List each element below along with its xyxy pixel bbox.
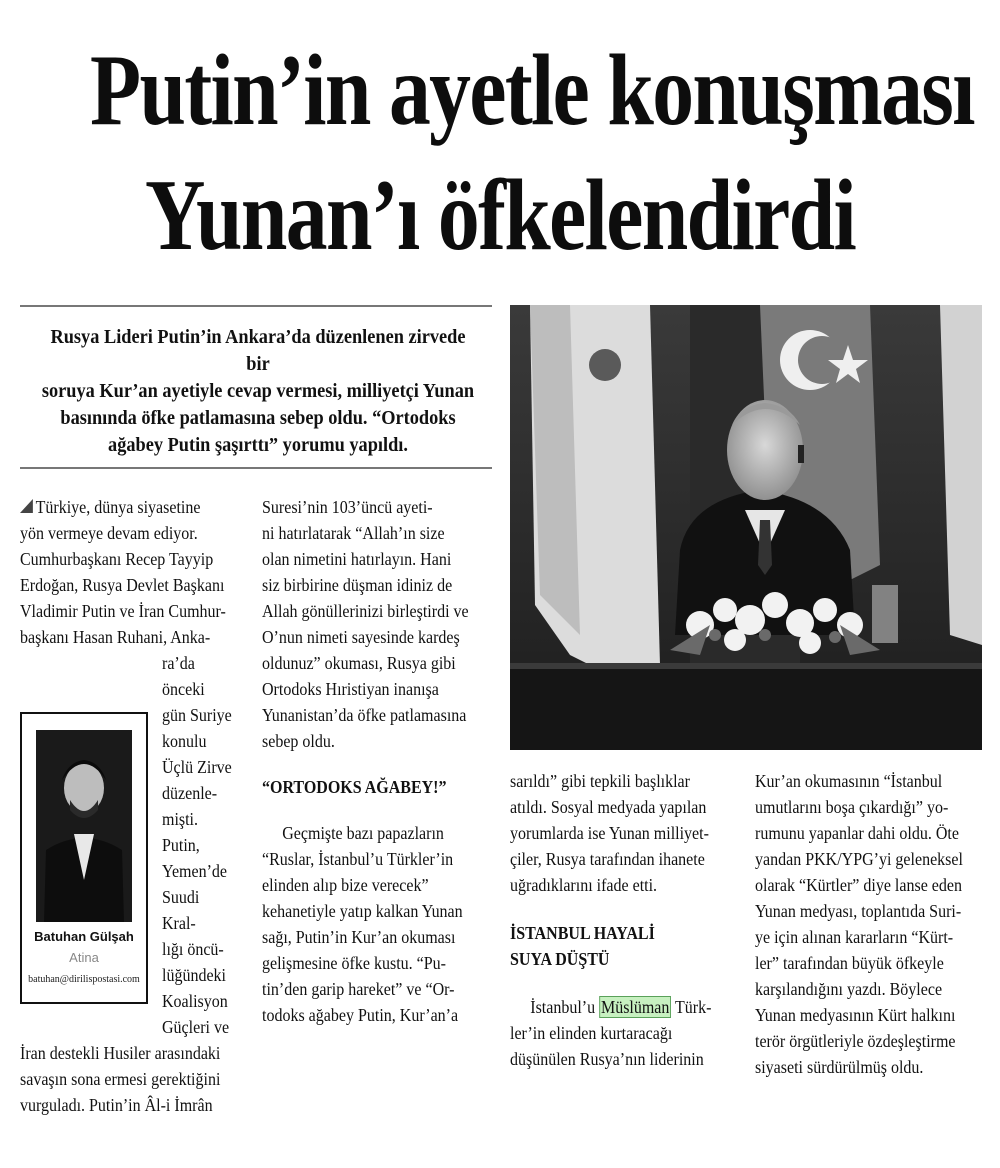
body-line: düzenle- — [162, 783, 218, 803]
body-line: sarıldı” gibi tepkili başlıklar — [510, 771, 690, 791]
body-line: todoks ağabey Putin, Kur’an’a — [262, 1005, 459, 1025]
body-line: Geçmişte bazı papazların — [282, 823, 444, 843]
body-line: O’nun nimeti sayesinde kardeş — [262, 627, 460, 647]
body-line: Allah gönüllerinizi birleştirdi ve — [262, 601, 469, 621]
body-line: yorumlarda ise Yunan milliyet- — [510, 823, 709, 843]
body-line: uğradıklarını ifade etti. — [510, 875, 658, 895]
author-box — [20, 712, 148, 1004]
body-text: Türk- — [671, 997, 712, 1017]
body-line: rumunu yapanlar dahi oldu. Öte — [755, 823, 959, 843]
body-line: Güçleri ve — [162, 1017, 230, 1037]
column-1-bottom — [20, 1040, 250, 1118]
body-line: tin’den garip hareket” ve “Or- — [262, 979, 455, 999]
body-line: ler’in elinden kurtaracağı — [510, 1023, 673, 1043]
body-line: yön vermeye devam ediyor. — [20, 523, 198, 543]
body-line: konulu — [162, 731, 207, 751]
headline-line-2: Yunan’ı öfkelendirdi — [144, 159, 856, 272]
body-line: Suudi Kral- — [162, 887, 200, 933]
column-1-top — [20, 494, 250, 650]
body-line: çiler, Rusya tarafından ihanete — [510, 849, 705, 869]
body-line: ni hatırlatarak “Allah’ın size — [262, 523, 445, 543]
body-line: Ortodoks Hıristiyan inanışa — [262, 679, 439, 699]
spacer — [510, 898, 731, 920]
body-line: “Ruslar, İstanbul’u Türkler’in — [262, 849, 454, 869]
body-line: savaşın sona ermesi gerektiğini — [20, 1069, 221, 1089]
spot-bottom-rule — [20, 467, 492, 469]
subhead-istanbul: SUYA DÜŞTÜ — [510, 949, 610, 969]
column-4 — [755, 768, 976, 1080]
body-line: olarak “Kürtler” diye lanse eden — [755, 875, 962, 895]
headline-line-1: Putin’in ayetle konuşması — [90, 34, 974, 147]
body-line: sağı, Putin’in Kur’an okuması — [262, 927, 456, 947]
body-line: yandan PKK/YPG’yi geleneksel — [755, 849, 963, 869]
body-line: mişti. Putin, — [162, 809, 200, 855]
body-line: Kur’an okumasının “İstanbul — [755, 771, 943, 791]
author-city: Atina — [69, 950, 99, 965]
author-avatar — [36, 730, 132, 922]
body-line: atıldı. Sosyal medyada yapılan — [510, 797, 707, 817]
body-line: Suresi’nin 103’üncü ayeti- — [262, 497, 433, 517]
body-line: ler” tarafından büyük öfkeyle — [755, 953, 944, 973]
body-line: Cumhurbaşkanı Recep Tayyip — [20, 549, 214, 569]
body-line: siyaseti sürdürülmüş oldu. — [755, 1057, 924, 1077]
body-line: Yemen’de — [162, 861, 228, 881]
body-line: düşünülen Rusya’nın liderinin — [510, 1049, 704, 1069]
body-line: başkanı Hasan Ruhani, Anka- — [20, 627, 211, 647]
body-text: İstanbul’u — [530, 997, 600, 1017]
body-line: Yunan medyası, toplantıda Suri- — [755, 901, 962, 921]
column-3 — [510, 768, 731, 1072]
author-email: batuhan@dirilispostasi.com — [28, 974, 140, 985]
author-name: Batuhan Gülşah — [34, 929, 134, 944]
body-line: Yunanistan’da öfke patlamasına — [262, 705, 467, 725]
column-1-narrow — [162, 650, 236, 1040]
spacer — [262, 754, 492, 774]
spot-line: basınında öfke patlamasına sebep oldu. “Ortodoks — [60, 408, 456, 429]
body-line: siz birbirine düşman idiniz de — [262, 575, 453, 595]
body-line: Türkiye, dünya siyasetine — [35, 497, 201, 517]
spacer — [262, 800, 492, 820]
body-line: gün Suriye — [162, 705, 232, 725]
spot-top-rule — [20, 305, 492, 307]
spot-line: ağabey Putin şaşırttı” yorumu yapıldı. — [108, 435, 408, 456]
author-photo-image — [36, 730, 132, 922]
spot-line: soruya Kur’an ayetiyle cevap vermesi, milliyetçi Yunan — [41, 381, 475, 402]
body-line: olan nimetini hatırlayın. Hani — [262, 549, 452, 569]
putin-photo-image — [510, 305, 982, 750]
highlighted-word: Müslüman — [600, 997, 670, 1017]
body-line: lığı öncü- — [162, 939, 224, 959]
body-line: Koalisyon — [162, 991, 228, 1011]
body-line: Üçlü Zirve — [162, 757, 232, 777]
body-line: Erdoğan, Rusya Devlet Başkanı — [20, 575, 225, 595]
body-line: umutlarını boşa çıkardığı” yo- — [755, 797, 949, 817]
news-photo — [510, 305, 982, 750]
body-line: gelişmesine öfke kustu. “Pu- — [262, 953, 446, 973]
body-line: karşılandığını yazdı. Böylece — [755, 979, 943, 999]
body-line: vurguladı. Putin’in Âl-i İmrân — [20, 1095, 213, 1115]
body-line: kehanetiyle yatıp kalkan Yunan — [262, 901, 463, 921]
subhead-istanbul: İSTANBUL HAYALİ — [510, 923, 655, 943]
subhead-ortodoks: “ORTODOKS AĞABEY!” — [262, 777, 447, 797]
body-line: ye için alınan kararların “Kürt- — [755, 927, 954, 947]
spacer — [510, 972, 731, 994]
body-line: İran destekli Husiler arasındaki — [20, 1043, 221, 1063]
body-line: Yunan medyasının Kürt halkını — [755, 1005, 956, 1025]
drop-marker-icon — [20, 499, 33, 513]
body-line: oldunuz” okuması, Rusya gibi — [262, 653, 456, 673]
column-2 — [262, 494, 492, 1028]
body-line: Vladimir Putin ve İran Cumhur- — [20, 601, 226, 621]
body-line: ra’da önceki — [162, 653, 205, 699]
body-line: elinden alıp bize verecek” — [262, 875, 429, 895]
body-line: lüğündeki — [162, 965, 226, 985]
spot-text — [38, 324, 478, 459]
spot-line: Rusya Lideri Putin’in Ankara’da düzenlenen zirvede bir — [50, 327, 466, 375]
body-line: terör örgütleriyle özdeşleştirme — [755, 1031, 956, 1051]
body-line: sebep oldu. — [262, 731, 335, 751]
